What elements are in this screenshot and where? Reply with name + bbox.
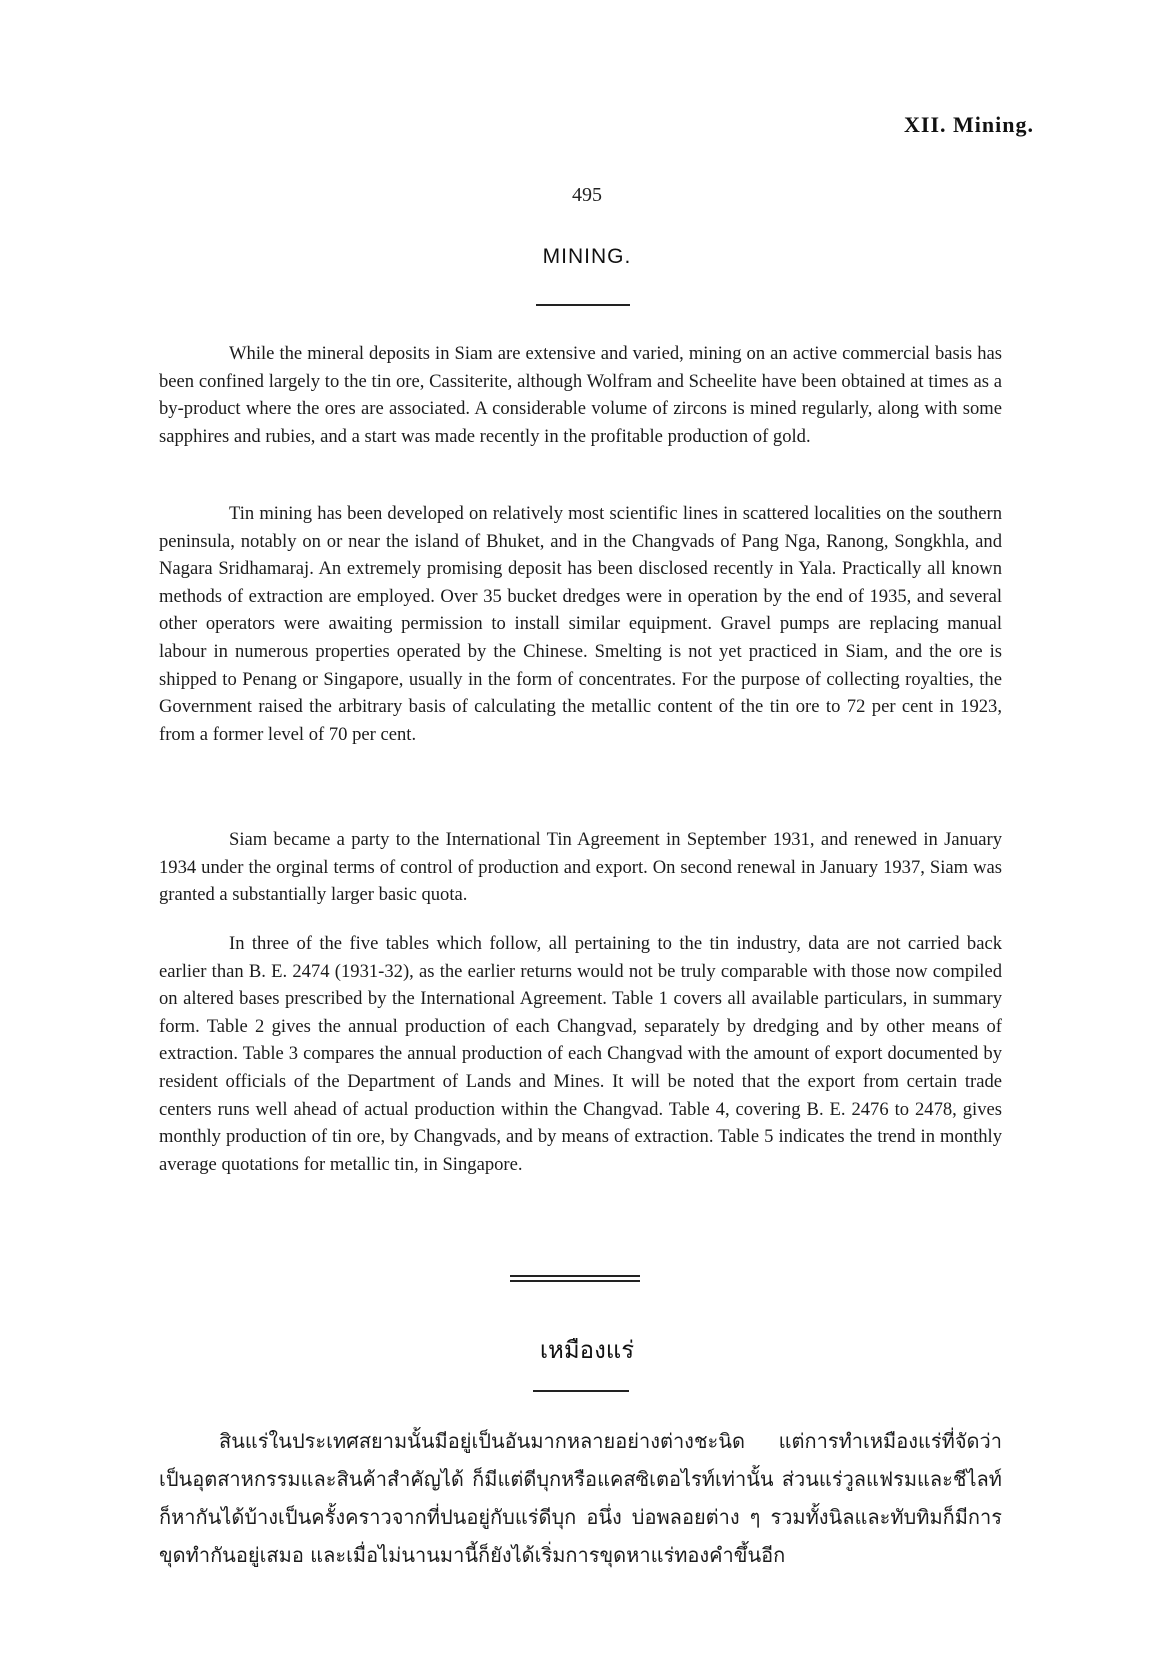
running-head: XII. Mining. [904, 112, 1034, 137]
page-number: 495 [572, 184, 602, 206]
paragraph-4: In three of the five tables which follow, all pertaining to the tin industry, data are not carried back earlier than B. E. 2474 (1931-32), as the earlier returns would not be truly comparable with those now compiled on altered bases prescribed by the International Agreement. Table 1 covers all available particulars, in summary form. Table 2 gives the annual production of each Changvad, separately by dredging and by other means of extraction. Table 3 compares the annual production of each Changvad with the amount of export documented by resident officials of the Department of Lands and Mines. It will be noted that the export from certain trade centers runs well ahead of actual production within the Changvad. Table 4, covering B. E. 2476 to 2478, gives monthly production of tin ore, by Changvads, and by means of extraction. Table 5 indicates the trend in monthly average quotations for metallic tin, in Singapore. [159, 933, 1002, 1175]
section-divider-bottom [510, 1280, 640, 1282]
section-divider-top [510, 1275, 640, 1277]
section-title: MINING. [542, 245, 632, 268]
thai-section-title: เหมืองแร่ [539, 1336, 635, 1364]
thai-paragraph: สินแร่ในประเทศสยามนั้นมีอยู่เป็นอันมากหลายอย่างต่างชะนิด แต่การทำเหมืองแร่ที่จัดว่าเป็นอุตสาหกรรมและสินค้าสำคัญได้ ก็มีแต่ดีบุกหรือแคสซิเตอไรท์เท่านั้น ส่วนแร่วูลแฟรมและชีไลท์ก็หากันได้บ้างเป็นครั้งคราวจากที่ปนอยู่กับแร่ดีบุก อนึ่ง บ่อพลอยต่าง ๆ รวมทั้งนิลและทับทิมก็มีการขุดทำกันอยู่เสมอ และเมื่อไม่นานมานี้ก็ยังได้เริ่มการขุดหาแร่ทองคำขึ้นอีก [159, 1429, 1002, 1567]
paragraph-3: Siam became a party to the International Tin Agreement in September 1931, and renewed in January 1934 under the orginal terms of control of production and export. On second renewal in January 1937, Siam was granted a substantially larger basic quota. [159, 829, 1002, 906]
thai-title-divider [533, 1390, 629, 1392]
title-divider [536, 304, 630, 306]
paragraph-1: While the mineral deposits in Siam are extensive and varied, mining on an active commercial basis has been confined largely to the tin ore, Cassiterite, although Wolfram and Scheelite have been obtained at times as a by-product where the ores are associated. A considerable volume of zircons is mined regularly, along with some sapphires and rubies, and a start was made recently in the profitable production of gold. [159, 343, 1002, 447]
paragraph-2: Tin mining has been developed on relatively most scientific lines in scattered localities on the southern peninsula, notably on or near the island of Bhuket, and in the Changvads of Pang Nga, Ranong, Songkhla, and Nagara Sridhamaraj. An extremely promising deposit has been disclosed recently in Yala. Practically all known methods of extraction are employed. Over 35 bucket dredges were in operation by the end of 1935, and several other operators were awaiting permission to install similar equipment. Gravel pumps are replacing manual labour in numerous properties operated by the Chinese. Smelting is not yet practiced in Siam, and the ore is shipped to Penang or Singapore, usually in the form of concentrates. For the purpose of collecting royalties, the Government raised the arbitrary basis of calculating the metallic content of the tin ore to 72 per cent in 1923, from a former level of 70 per cent. [159, 503, 1002, 745]
